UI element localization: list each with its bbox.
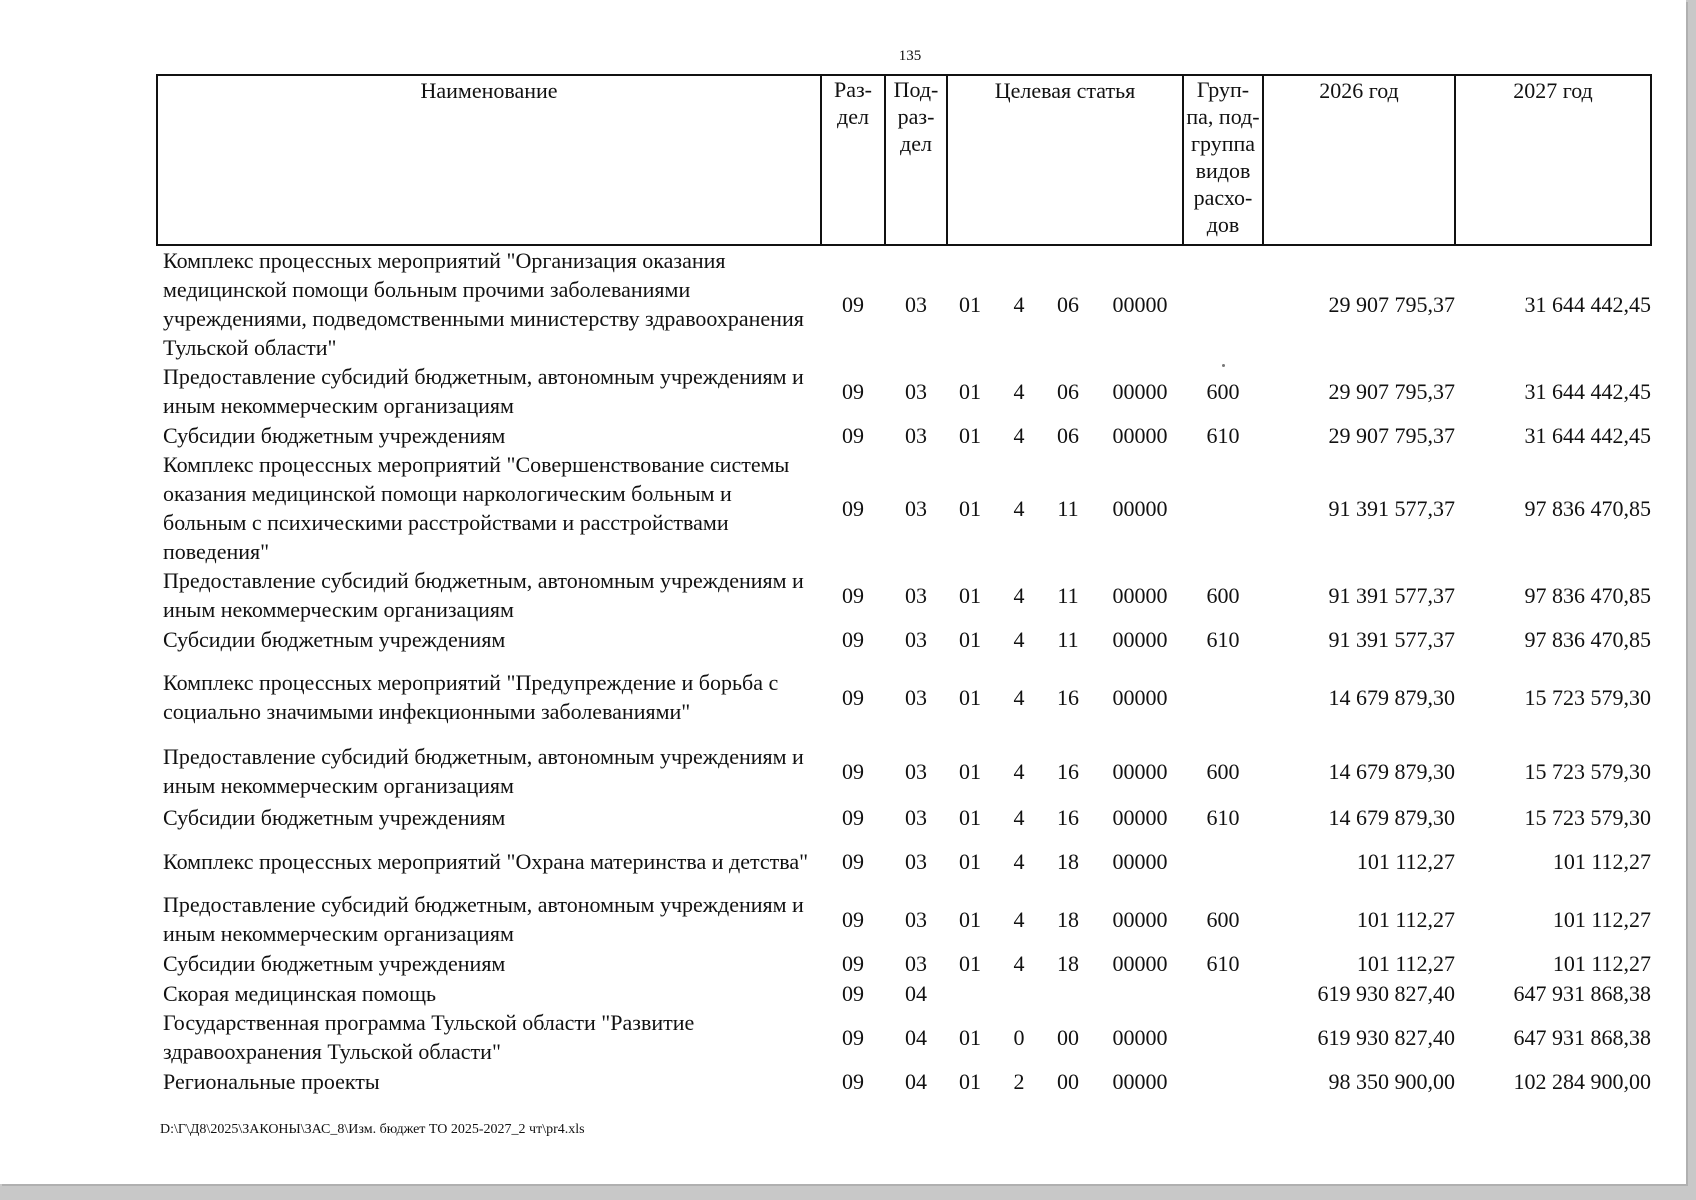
csr-direction: 00000 <box>1112 1024 1168 1050</box>
row-csr <box>947 978 1183 1008</box>
csr-direction: 00000 <box>1112 378 1168 404</box>
row-2027: 31 644 442,45 <box>1524 422 1651 448</box>
row-vr: 610 <box>1206 950 1240 976</box>
table-row <box>157 890 1651 948</box>
row-razdel: 09 <box>842 378 864 404</box>
csr-program: 01 <box>959 291 981 317</box>
row-vr <box>1183 450 1263 566</box>
row-2026: 98 350 900,00 <box>1328 1068 1455 1094</box>
row-vr: 600 <box>1206 758 1240 784</box>
csr-direction: 00000 <box>1112 848 1168 874</box>
csr-program: 01 <box>959 1068 981 1094</box>
table-row <box>157 1008 1651 1066</box>
row-csr <box>947 740 1183 802</box>
csr-program: 01 <box>959 1024 981 1050</box>
row-name: Субсидии бюджетным учреждениям <box>163 626 506 652</box>
row-razdel: 09 <box>842 626 864 652</box>
csr-direction: 00000 <box>1112 582 1168 608</box>
row-2027: 101 112,27 <box>1552 906 1651 932</box>
row-vr: 600 <box>1206 906 1240 932</box>
row-podrazdel: 03 <box>905 422 927 448</box>
table-row <box>157 245 1651 362</box>
row-2026: 101 112,27 <box>1356 950 1455 976</box>
row-podrazdel: 04 <box>905 980 927 1006</box>
csr-type: 4 <box>1013 422 1025 448</box>
csr-type: 4 <box>1013 291 1025 317</box>
row-2026: 14 679 879,30 <box>1328 684 1455 710</box>
table-header-row <box>157 75 1651 245</box>
row-name: Субсидии бюджетным учреждениям <box>163 804 506 830</box>
row-name: Скорая медицинская помощь <box>163 980 437 1006</box>
row-podrazdel: 03 <box>905 626 927 652</box>
row-vr <box>1183 1066 1263 1096</box>
header-vr: Груп- па, под- группа видов расхо- дов <box>1183 75 1263 245</box>
row-2026: 619 930 827,40 <box>1317 1024 1455 1050</box>
csr-subprogram: 00 <box>1057 1068 1079 1094</box>
csr-type: 2 <box>1013 1068 1025 1094</box>
csr-type: 4 <box>1013 950 1025 976</box>
csr-program: 01 <box>959 950 981 976</box>
table-body <box>157 245 1651 1096</box>
row-2026: 91 391 577,37 <box>1328 626 1455 652</box>
csr-program: 01 <box>959 906 981 932</box>
csr-subprogram: 06 <box>1057 422 1079 448</box>
csr-subprogram: 18 <box>1057 848 1079 874</box>
row-razdel: 09 <box>842 980 864 1006</box>
csr-type: 4 <box>1013 495 1025 521</box>
row-razdel: 09 <box>842 950 864 976</box>
row-name: Комплекс процессных мероприятий "Охрана материнства и детства" <box>163 848 809 874</box>
row-razdel: 09 <box>842 495 864 521</box>
csr-subprogram: 16 <box>1057 684 1079 710</box>
csr-program: 01 <box>959 684 981 710</box>
row-vr: 600 <box>1206 378 1240 404</box>
csr-subprogram: 16 <box>1057 804 1079 830</box>
table-row <box>157 566 1651 624</box>
table-row <box>157 362 1651 420</box>
row-name: Государственная программа Тульской области "Развитие здравоохранения Тульской области" <box>163 1010 695 1064</box>
row-razdel: 09 <box>842 1068 864 1094</box>
budget-table <box>156 74 1652 1096</box>
csr-type: 4 <box>1013 848 1025 874</box>
row-podrazdel: 03 <box>905 848 927 874</box>
csr-direction: 00000 <box>1112 495 1168 521</box>
row-podrazdel: 03 <box>905 906 927 932</box>
row-csr <box>947 566 1183 624</box>
csr-subprogram: 06 <box>1057 291 1079 317</box>
csr-program: 01 <box>959 626 981 652</box>
row-razdel: 09 <box>842 848 864 874</box>
row-2027: 102 284 900,00 <box>1513 1068 1651 1094</box>
row-2027: 647 931 868,38 <box>1513 980 1651 1006</box>
row-2026: 101 112,27 <box>1356 906 1455 932</box>
row-2027: 31 644 442,45 <box>1524 291 1651 317</box>
header-podrazdel: Под- раз- дел <box>885 75 947 245</box>
csr-direction: 00000 <box>1112 758 1168 784</box>
row-podrazdel: 03 <box>905 684 927 710</box>
row-podrazdel: 04 <box>905 1068 927 1094</box>
row-vr <box>1183 654 1263 740</box>
row-csr <box>947 450 1183 566</box>
row-2027: 15 723 579,30 <box>1524 684 1651 710</box>
row-name: Комплекс процессных мероприятий "Предупреждение и борьба с социально значимыми инфекционными заболеваниями" <box>163 670 779 724</box>
row-name: Предоставление субсидий бюджетным, автономным учреждениям и иным некоммерческим организациям <box>163 364 804 418</box>
row-vr <box>1183 245 1263 362</box>
csr-subprogram: 11 <box>1057 626 1079 652</box>
row-2027: 15 723 579,30 <box>1524 804 1651 830</box>
row-name: Предоставление субсидий бюджетным, автономным учреждениям и иным некоммерческим организациям <box>163 568 804 622</box>
header-razdel: Раз- дел <box>821 75 885 245</box>
row-2026: 14 679 879,30 <box>1328 758 1455 784</box>
csr-program: 01 <box>959 378 981 404</box>
row-vr <box>1183 832 1263 890</box>
row-name: Субсидии бюджетным учреждениям <box>163 422 506 448</box>
row-podrazdel: 03 <box>905 950 927 976</box>
row-csr <box>947 362 1183 420</box>
table-row <box>157 1066 1651 1096</box>
csr-direction: 00000 <box>1112 906 1168 932</box>
csr-program: 01 <box>959 495 981 521</box>
table-row <box>157 740 1651 802</box>
row-2026: 619 930 827,40 <box>1317 980 1455 1006</box>
table-row <box>157 978 1651 1008</box>
row-podrazdel: 04 <box>905 1024 927 1050</box>
table-row <box>157 948 1651 978</box>
row-csr <box>947 654 1183 740</box>
table-row <box>157 420 1651 450</box>
csr-type: 4 <box>1013 378 1025 404</box>
row-podrazdel: 03 <box>905 291 927 317</box>
csr-program: 01 <box>959 582 981 608</box>
row-razdel: 09 <box>842 758 864 784</box>
row-2026: 29 907 795,37 <box>1328 422 1455 448</box>
csr-direction: 00000 <box>1112 291 1168 317</box>
header-name: Наименование <box>157 75 821 245</box>
row-csr <box>947 624 1183 654</box>
row-2027: 97 836 470,85 <box>1524 495 1651 521</box>
row-vr: 610 <box>1206 626 1240 652</box>
row-csr <box>947 420 1183 450</box>
row-podrazdel: 03 <box>905 758 927 784</box>
page-number: 135 <box>898 48 922 64</box>
row-vr <box>1183 1008 1263 1066</box>
header-2027: 2027 год <box>1455 75 1651 245</box>
row-2026: 29 907 795,37 <box>1328 378 1455 404</box>
csr-subprogram: 00 <box>1057 1024 1079 1050</box>
row-csr <box>947 832 1183 890</box>
csr-type: 0 <box>1013 1024 1025 1050</box>
row-podrazdel: 03 <box>905 378 927 404</box>
csr-program: 01 <box>959 422 981 448</box>
row-name: Комплекс процессных мероприятий "Организация оказания медицинской помощи больным прочими заболеваниями учреждениями, подведомственными министерству здравоохранения Тульской области" <box>163 248 804 360</box>
row-razdel: 09 <box>842 582 864 608</box>
csr-subprogram: 18 <box>1057 906 1079 932</box>
csr-direction: 00000 <box>1112 950 1168 976</box>
csr-subprogram: 06 <box>1057 378 1079 404</box>
row-name: Предоставление субсидий бюджетным, автономным учреждениям и иным некоммерческим организациям <box>163 892 804 946</box>
csr-subprogram: 11 <box>1057 495 1079 521</box>
csr-program: 01 <box>959 758 981 784</box>
row-2027: 97 836 470,85 <box>1524 582 1651 608</box>
csr-program: 01 <box>959 848 981 874</box>
csr-program: 01 <box>959 804 981 830</box>
row-vr: 610 <box>1206 422 1240 448</box>
row-name: Региональные проекты <box>163 1068 380 1094</box>
row-csr <box>947 802 1183 832</box>
csr-type: 4 <box>1013 582 1025 608</box>
header-2026: 2026 год <box>1263 75 1455 245</box>
csr-type: 4 <box>1013 626 1025 652</box>
row-razdel: 09 <box>842 684 864 710</box>
row-podrazdel: 03 <box>905 804 927 830</box>
row-2027: 101 112,27 <box>1552 950 1651 976</box>
row-razdel: 09 <box>842 804 864 830</box>
table-row <box>157 832 1651 890</box>
csr-type: 4 <box>1013 906 1025 932</box>
row-2027: 15 723 579,30 <box>1524 758 1651 784</box>
csr-type: 4 <box>1013 684 1025 710</box>
table-row <box>157 802 1651 832</box>
row-name: Предоставление субсидий бюджетным, автономным учреждениям и иным некоммерческим организациям <box>163 744 804 798</box>
row-csr <box>947 245 1183 362</box>
csr-subprogram: 18 <box>1057 950 1079 976</box>
row-podrazdel: 03 <box>905 582 927 608</box>
csr-type: 4 <box>1013 804 1025 830</box>
csr-direction: 00000 <box>1112 684 1168 710</box>
row-2026: 91 391 577,37 <box>1328 495 1455 521</box>
table-row <box>157 624 1651 654</box>
table-row <box>157 654 1651 740</box>
csr-direction: 00000 <box>1112 1068 1168 1094</box>
row-razdel: 09 <box>842 422 864 448</box>
header-csr: Целевая статья <box>947 75 1183 245</box>
row-razdel: 09 <box>842 291 864 317</box>
row-2027: 97 836 470,85 <box>1524 626 1651 652</box>
row-csr <box>947 1008 1183 1066</box>
row-csr <box>947 948 1183 978</box>
row-2026: 29 907 795,37 <box>1328 291 1455 317</box>
row-podrazdel: 03 <box>905 495 927 521</box>
row-2026: 91 391 577,37 <box>1328 582 1455 608</box>
csr-direction: 00000 <box>1112 626 1168 652</box>
row-2026: 101 112,27 <box>1356 848 1455 874</box>
row-razdel: 09 <box>842 1024 864 1050</box>
row-name: Субсидии бюджетным учреждениям <box>163 950 506 976</box>
row-csr <box>947 1066 1183 1096</box>
csr-direction: 00000 <box>1112 804 1168 830</box>
csr-direction: 00000 <box>1112 422 1168 448</box>
row-2027: 101 112,27 <box>1552 848 1651 874</box>
footer-file-path: D:\Г\Д8\2025\ЗАКОНЫ\ЗАС_8\Изм. бюджет ТО 2025-2027_2 чт\pr4.xls <box>160 1122 585 1137</box>
row-2027: 31 644 442,45 <box>1524 378 1651 404</box>
row-2027: 647 931 868,38 <box>1513 1024 1651 1050</box>
table-row <box>157 450 1651 566</box>
row-vr <box>1183 978 1263 1008</box>
row-name: Комплекс процессных мероприятий "Совершенствование системы оказания медицинской помощи наркологическим больным и больным с психическими расстройствами и расстройствами поведения" <box>163 452 790 564</box>
row-2026: 14 679 879,30 <box>1328 804 1455 830</box>
row-razdel: 09 <box>842 906 864 932</box>
csr-subprogram: 11 <box>1057 582 1079 608</box>
csr-type: 4 <box>1013 758 1025 784</box>
row-csr <box>947 890 1183 948</box>
row-vr: 600 <box>1206 582 1240 608</box>
csr-subprogram: 16 <box>1057 758 1079 784</box>
row-vr: 610 <box>1206 804 1240 830</box>
